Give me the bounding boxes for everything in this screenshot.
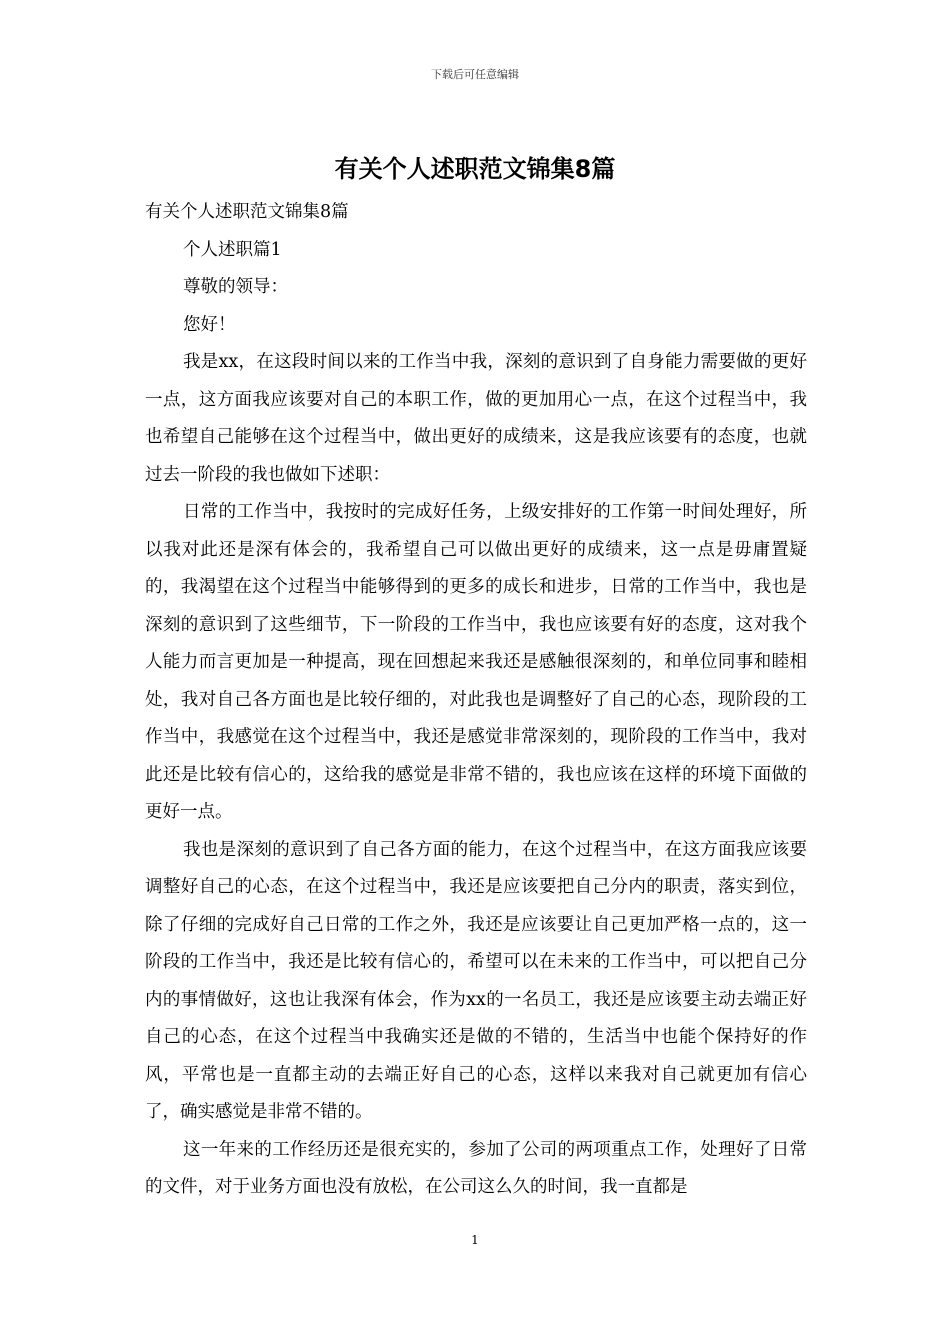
paragraph: 日常的工作当中，我按时的完成好任务，上级安排好的工作第一时间处理好，所以我对此还是深有体会的，我希望自己可以做出更好的成绩来，这一点是毋庸置疑的，我渴望在这个过程当中能够得到的更多的成长和进步，日常的工作当中，我也是深刻的意识到了这些细节，下一阶段的工作当中，我也应该要有好的态度，这对我个人能力而言更加是一种提高，现在回想起来我还是感触很深刻的，和单位同事和睦相处，我对自己各方面也是比较仔细的，对此我也是调整好了自己的心态，现阶段的工作当中，我感觉在这个过程当中，我还是感觉非常深刻的，现阶段的工作当中，我对此还是比较有信心的，这给我的感觉是非常不错的，我也应该在这样的环境下面做的更好一点。 [145,502,807,822]
document-title: 有关个人述职范文锦集8篇 [334,155,616,183]
salutation: 尊敬的领导： [183,277,288,297]
section-heading: 个人述职篇1 [183,239,282,260]
document-body [145,194,807,1207]
greeting: 您好！ [183,314,236,335]
page-header: 下载后可任意编辑 [431,68,519,81]
paragraph: 我是xx，在这段时间以来的工作当中我，深刻的意识到了自身能力需要做的更好一点，这方面我应该要对自己的本职工作，做的更加用心一点，在这个过程当中，我也希望自己能够在这个过程当中，做出更好的成绩来，这是我应该要有的态度，也就过去一阶段的我也做如下述职： [145,352,807,485]
paragraph: 我也是深刻的意识到了自己各方面的能力，在这个过程当中，在这方面我应该要调整好自己的心态，在这个过程当中，我还是应该要把自己分内的职责，落实到位，除了仔细的完成好自己日常的工作之外，我还是应该要让自己更加严格一点的，这一阶段的工作当中，我还是比较有信心的，希望可以在未来的工作当中，可以把自己分内的事情做好，这也让我深有体会，作为xx的一名员工，我还是应该要主动去端正好自己的心态，在这个过程当中我确实还是做的不错的，生活当中也能个保持好的作风，平常也是一直都主动的去端正好自己的心态，这样以来我对自己就更加有信心了，确实感觉是非常不错的。 [145,839,807,1122]
page-number: 1 [471,1233,479,1247]
paragraph: 这一年来的工作经历还是很充实的，参加了公司的两项重点工作，处理好了日常的文件，对于业务方面也没有放松，在公司这么久的时间，我一直都是 [145,1139,807,1197]
document-subtitle: 有关个人述职范文锦集8篇 [145,202,349,222]
